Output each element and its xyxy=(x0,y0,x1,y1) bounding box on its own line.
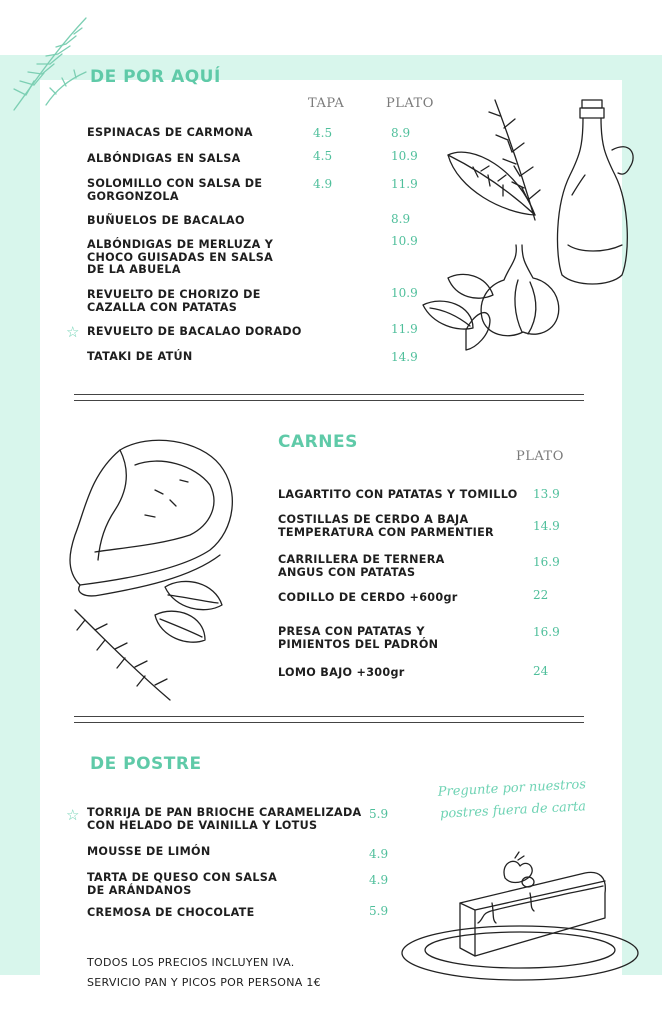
mint-band-left xyxy=(0,55,40,975)
cheesecake-icon xyxy=(400,848,630,988)
bay-leaf-icon xyxy=(443,145,543,225)
star-icon: ☆ xyxy=(66,807,80,824)
menu-item-name: SOLOMILLO CON SALSA DE GORGONZOLA xyxy=(87,177,263,203)
menu-item-name: ALBÓNDIGAS DE MERLUZA Y CHOCO GUISADAS EN SALSA DE LA ABUELA xyxy=(87,238,274,276)
price-plato: 5.9 xyxy=(369,904,389,918)
column-header-plato: PLATO xyxy=(516,449,564,464)
price-plato: 16.9 xyxy=(533,555,560,569)
section-divider xyxy=(74,400,584,401)
section-title-por-aqui: DE POR AQUÍ xyxy=(90,67,221,87)
price-plato: 5.9 xyxy=(369,807,389,821)
price-plato: 10.9 xyxy=(391,149,418,163)
herb-sprig-icon xyxy=(6,10,96,120)
section-title-carnes: CARNES xyxy=(278,432,358,452)
price-plato: 11.9 xyxy=(391,322,418,336)
price-plato: 8.9 xyxy=(391,126,411,140)
footer-note xyxy=(87,953,321,993)
price-tapa: 4.5 xyxy=(313,126,333,140)
star-icon: ☆ xyxy=(66,324,80,341)
menu-item-name: REVUELTO DE BACALAO DORADO xyxy=(87,325,302,338)
column-header-plato: PLATO xyxy=(386,96,434,111)
price-plato: 22 xyxy=(533,588,549,602)
menu-item-name: COSTILLAS DE CERDO A BAJA TEMPERATURA CON PARMENTIER xyxy=(278,513,494,539)
price-plato: 13.9 xyxy=(533,487,560,501)
menu-item-name: LOMO BAJO +300gr xyxy=(278,666,405,679)
menu-item-name: CARRILLERA DE TERNERA ANGUS CON PATATAS xyxy=(278,553,445,579)
price-plato: 14.9 xyxy=(391,350,418,364)
price-plato: 4.9 xyxy=(369,873,389,887)
column-header-tapa: TAPA xyxy=(308,96,345,111)
price-plato: 11.9 xyxy=(391,177,418,191)
garlic-icon xyxy=(418,240,568,355)
menu-item-name: TARTA DE QUESO CON SALSA DE ARÁNDANOS xyxy=(87,871,278,897)
dessert-note: Pregunte por nuestros postres fuera de carta xyxy=(437,777,587,822)
rosemary-icon xyxy=(70,605,180,705)
price-plato: 4.9 xyxy=(369,847,389,861)
footer-line-servicio: SERVICIO PAN Y PICOS POR PERSONA 1€ xyxy=(87,976,321,989)
section-title-postre: DE POSTRE xyxy=(90,754,202,774)
price-tapa: 4.9 xyxy=(313,177,333,191)
menu-item-name: BUÑUELOS DE BACALAO xyxy=(87,214,245,227)
section-divider xyxy=(74,722,584,723)
menu-item-name: PRESA CON PATATAS Y PIMIENTOS DEL PADRÓN xyxy=(278,625,439,651)
menu-item-name: ALBÓNDIGAS EN SALSA xyxy=(87,152,241,165)
menu-item-name: TORRIJA DE PAN BRIOCHE CARAMELIZADA CON HELADO DE VAINILLA Y LOTUS xyxy=(87,806,362,832)
menu-item-name: LAGARTITO CON PATATAS Y TOMILLO xyxy=(278,488,518,501)
price-plato: 24 xyxy=(533,664,549,678)
menu-item-name: CREMOSA DE CHOCOLATE xyxy=(87,906,255,919)
menu-item-name: REVUELTO DE CHORIZO DE CAZALLA CON PATATAS xyxy=(87,288,261,314)
price-plato: 16.9 xyxy=(533,625,560,639)
price-plato: 8.9 xyxy=(391,212,411,226)
price-plato: 14.9 xyxy=(533,519,560,533)
menu-item-name: CODILLO DE CERDO +600gr xyxy=(278,591,458,604)
menu-item-name: MOUSSE DE LIMÓN xyxy=(87,845,211,858)
price-tapa: 4.5 xyxy=(313,149,333,163)
price-plato: 10.9 xyxy=(391,286,418,300)
section-divider xyxy=(74,716,584,717)
menu-item-name: ESPINACAS DE CARMONA xyxy=(87,126,253,139)
section-divider xyxy=(74,394,584,395)
footer-line-iva: TODOS LOS PRECIOS INCLUYEN IVA. xyxy=(87,956,295,969)
price-plato: 10.9 xyxy=(391,234,418,248)
menu-item-name: TATAKI DE ATÚN xyxy=(87,350,193,363)
